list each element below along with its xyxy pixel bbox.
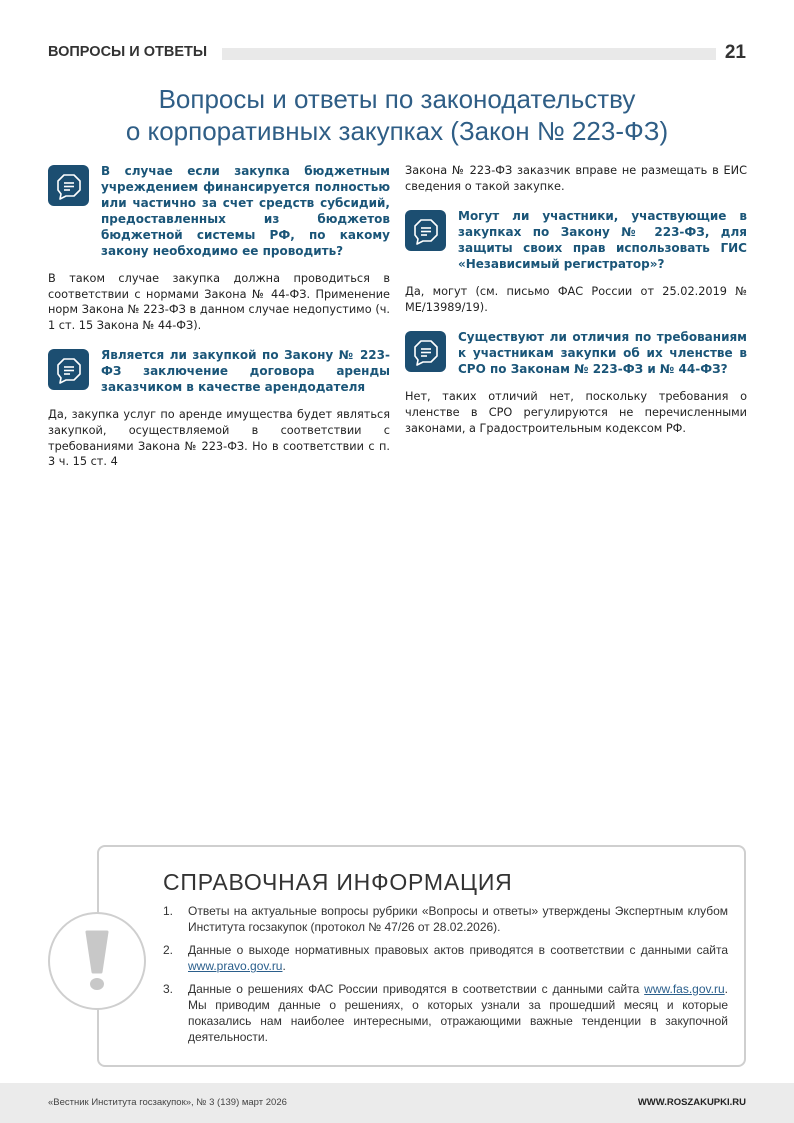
right-column [405,163,747,450]
item-number: 1. [163,904,174,918]
info-item-1 [163,903,728,935]
question-text: Является ли закупкой по Закону № 223-ФЗ заключение договора аренды заказчиком в качестве арендодателя [101,348,390,395]
pravo-link[interactable]: www.pravo.gov.ru [188,959,283,973]
item-text-after: . Мы приводим данные о решениях, о которых узнали за прошедший месяц и которые показались нам наиболее интересными, отражающими важные тенденции в закупочной деятельности. [188,982,728,1044]
title-line-2: о корпоративных закупках (Закон № 223-ФЗ) [125,116,669,146]
exclamation-icon [48,912,146,1010]
item-text: Ответы на актуальные вопросы рубрики «Вопросы и ответы» утверждены Экспертным клубом Института госзакупок (протокол № 47/26 от 28.02.2026). [188,904,728,934]
speech-bubble-icon [405,210,446,251]
question-text: Могут ли участники, участвующие в закупках по Закону № 223-ФЗ, для защиты своих прав использовать ГИС «Независимый регистратор»? [458,209,747,272]
question-4 [405,329,747,377]
publication-info: «Вестник Института госзакупок», № 3 (139) март 2026 [48,1097,287,1108]
speech-bubble-icon [48,165,89,206]
left-column [48,163,390,484]
item-text-body: Данные о выходе нормативных правовых актов приводятся в соответствии с данными сайта [188,943,728,957]
item-number: 2. [163,943,174,957]
website-link[interactable]: WWW.ROSZAKUPKI.RU [637,1097,746,1108]
info-list [163,903,728,1052]
header-bar [222,48,716,60]
answer-text: Нет, таких отличий нет, поскольку требования о членстве в СРО регулируются не перечисленными законами, а Градостроительным кодексом РФ. [405,390,747,435]
item-text [188,942,728,974]
info-item-2 [163,942,728,974]
page-footer [0,1083,794,1123]
question-text: Существуют ли отличия по требованиям к участникам закупки об их членстве в СРО по Законам № 223-ФЗ и № 44-ФЗ? [458,330,747,377]
speech-bubble-icon [405,331,446,372]
question-2 [48,347,390,395]
answer-text: В таком случае закупка должна проводиться в соответствии с нормами Закона № 44-ФЗ. Применение норм Закона № 223-ФЗ в данном случае недопустимо (ч. 1 ст. 15 Закона № 44-ФЗ). [48,272,390,332]
section-label: ВОПРОСЫ И ОТВЕТЫ [48,44,208,60]
item-text [188,981,728,1045]
page-header [48,42,746,64]
fas-link[interactable]: www.fas.gov.ru [644,982,725,996]
page-number: 21 [724,42,746,63]
reference-info-box [97,845,746,1067]
question-3 [405,208,747,272]
item-text-body: Данные о решениях ФАС России приводятся в соответствии с данными сайта [188,982,645,996]
speech-bubble-icon [48,349,89,390]
item-text-after: . [282,959,286,973]
question-1 [48,163,390,259]
answer-continued: Закона № 223-ФЗ заказчик вправе не размещать в ЕИС сведения о такой закупке. [405,164,747,193]
answer-text: Да, могут (см. письмо ФАС России от 25.02.2019 № МЕ/13989/19). [405,285,747,314]
title-line-1: Вопросы и ответы по законодательству [158,84,636,114]
question-text: В случае если закупка бюджетным учреждением финансируется полностью или частично за счет средств субсидий, предоставленных из бюджетов бюджетной системы РФ, по какому закону необходимо ее проводить? [101,164,390,258]
page-title [0,83,794,147]
item-number: 3. [163,982,174,996]
answer-text: Да, закупка услуг по аренде имущества будет являться закупкой, осуществляемой в соответствии с требованиями Закона № 223-ФЗ. Но в соответствии с п. 3 ч. 15 ст. 4 [48,408,390,469]
info-title: СПРАВОЧНАЯ ИНФОРМАЦИЯ [163,869,513,895]
info-item-3 [163,981,728,1045]
